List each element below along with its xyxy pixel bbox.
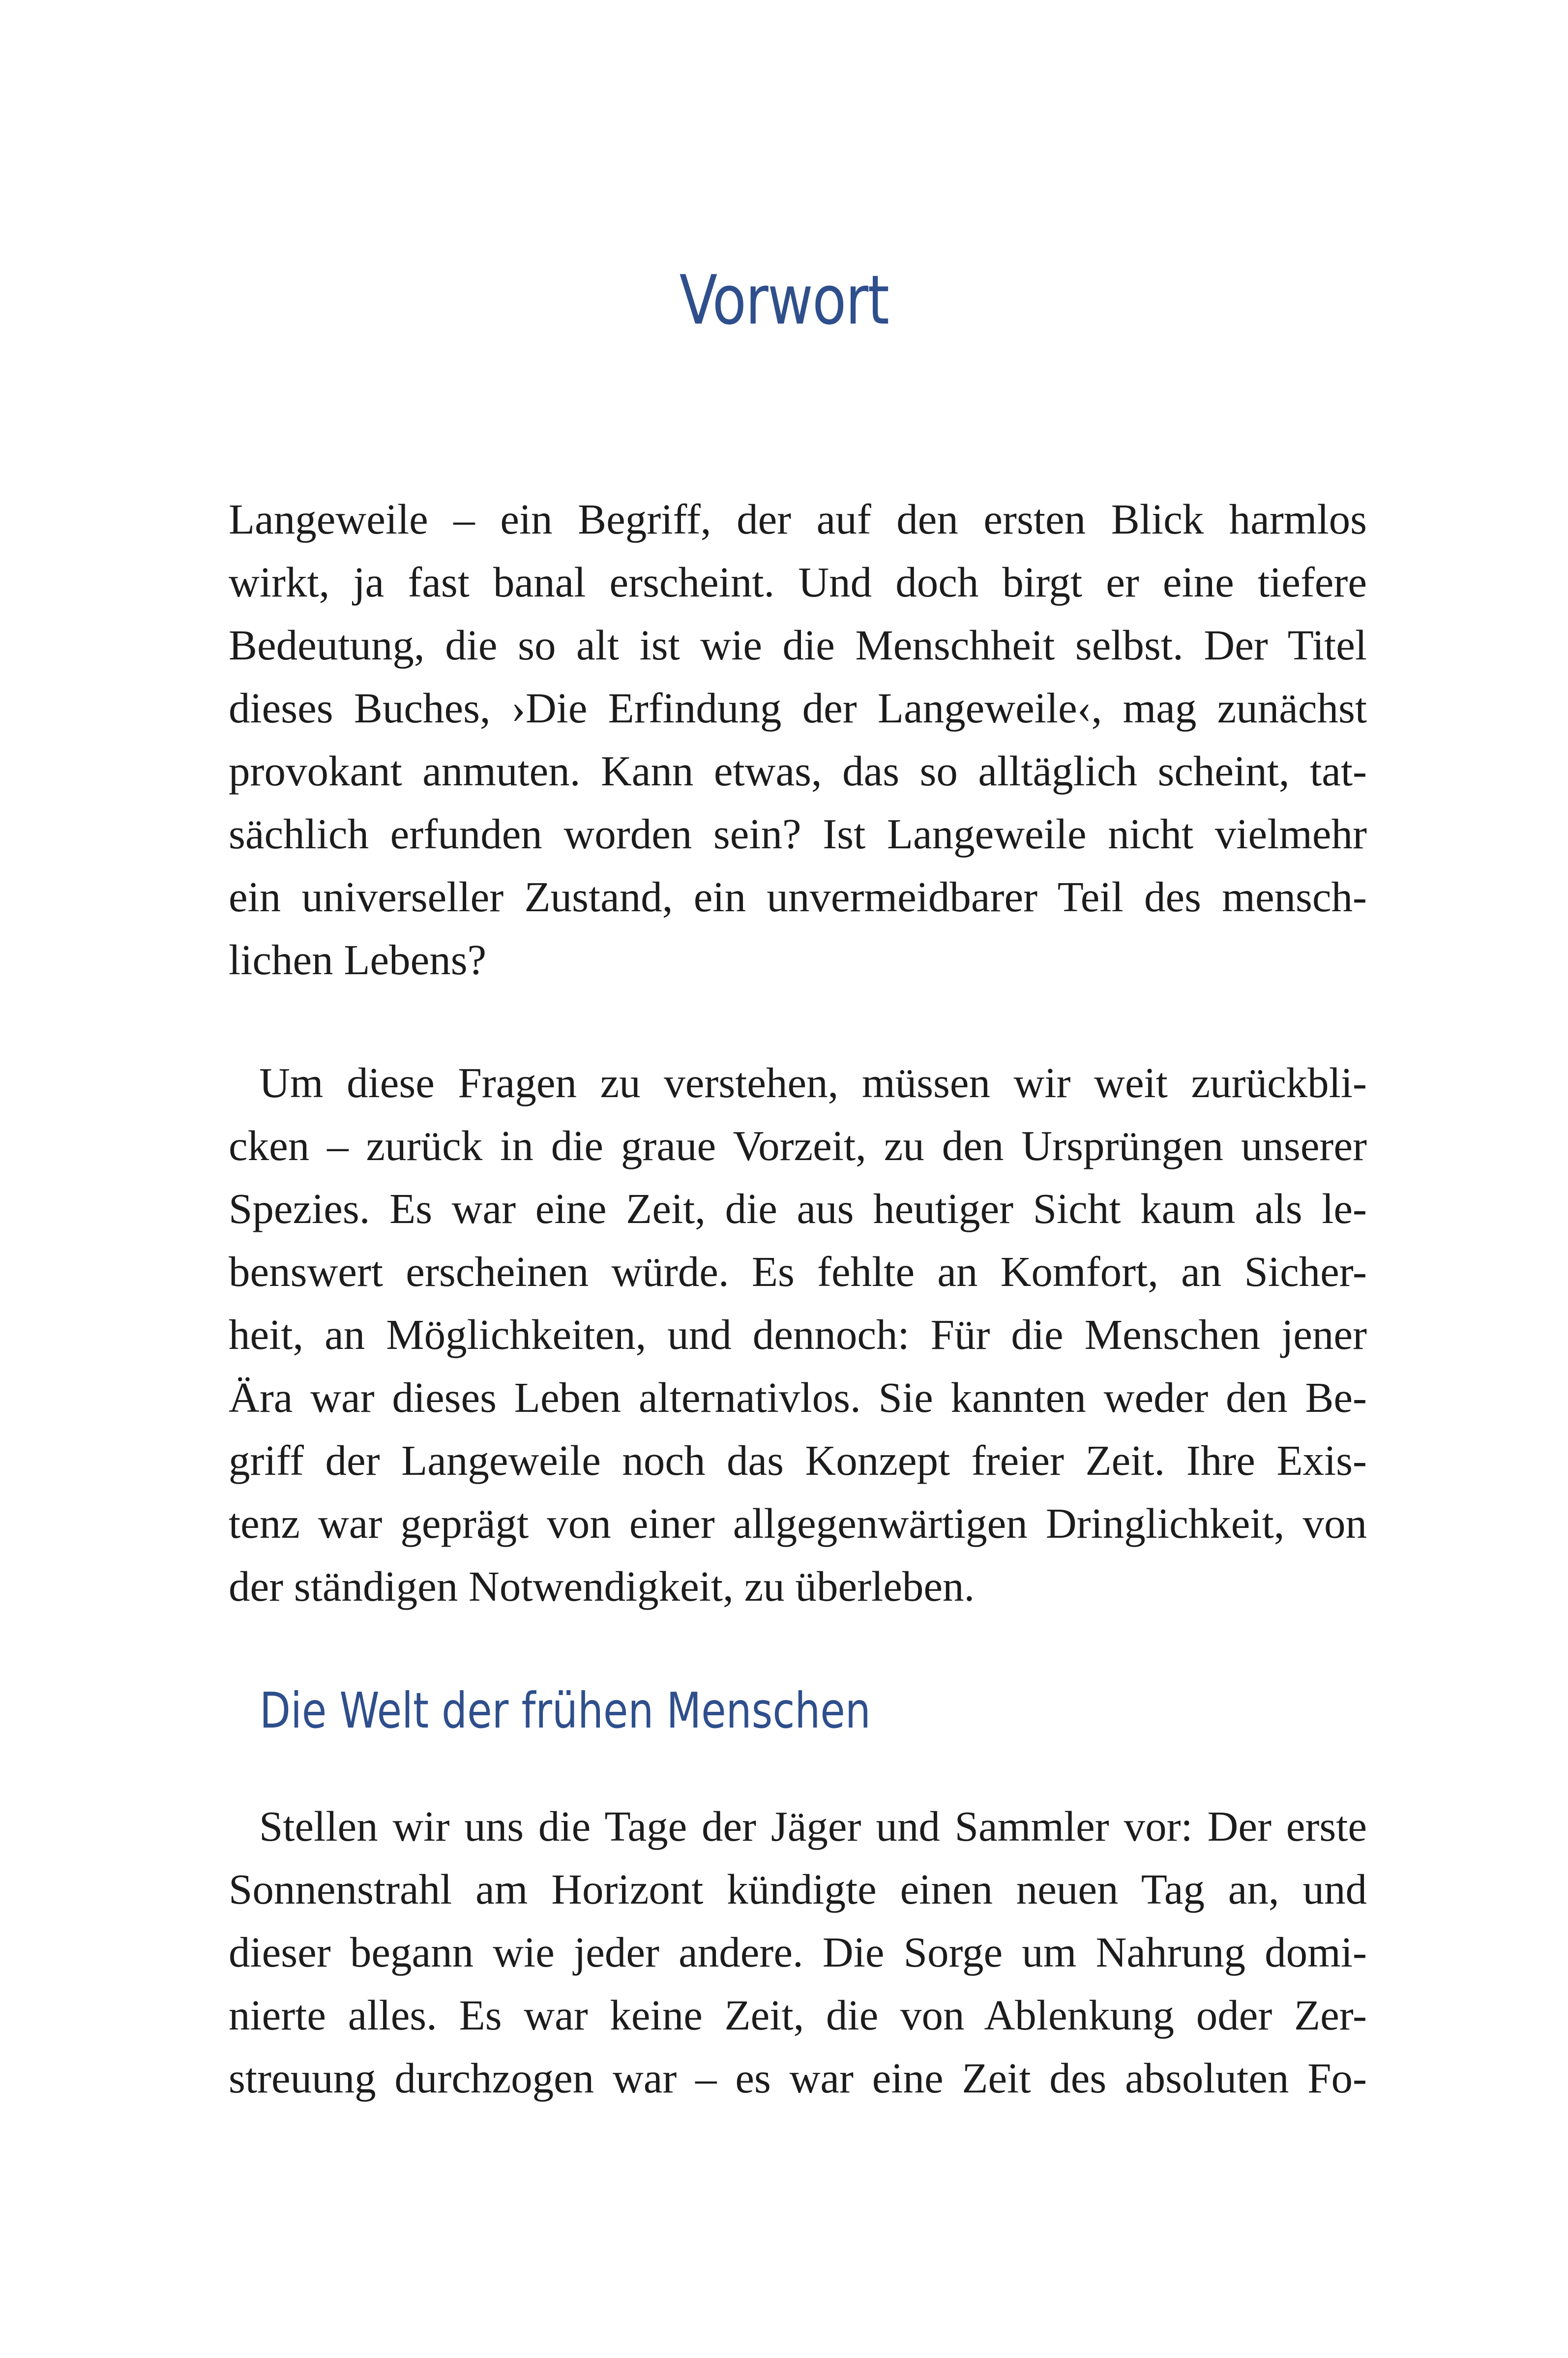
paragraph-line: streuung durchzogen war – es war eine Zeit des absoluten Fo-: [229, 2054, 1367, 2102]
paragraph-line: heit, an Möglichkeiten, und dennoch: Für die Menschen jener: [229, 1311, 1367, 1358]
paragraph-line: cken – zurück in die graue Vorzeit, zu den Ursprüngen unserer: [229, 1122, 1367, 1169]
paragraph-line: Stellen wir uns die Tage der Jäger und Sammler vor: Der erste: [259, 1802, 1367, 1850]
paragraph-line: griff der Langeweile noch das Konzept freier Zeit. Ihre Exis-: [229, 1436, 1367, 1484]
paragraph-line: provokant anmuten. Kann etwas, das so alltäglich scheint, tat-: [229, 747, 1367, 795]
paragraph-line: wirkt, ja fast banal erscheint. Und doch birgt er eine tiefere: [229, 558, 1367, 606]
paragraph-line: sächlich erfunden worden sein? Ist Langeweile nicht vielmehr: [229, 810, 1367, 858]
paragraph-line: lichen Lebens?: [229, 936, 487, 984]
paragraph-2: [229, 1051, 1367, 1618]
paragraph-line: Um diese Fragen zu verstehen, müssen wir weit zurückbli-: [259, 1059, 1367, 1106]
paragraph-line: tenz war geprägt von einer allgegenwärtigen Dringlichkeit, von: [229, 1499, 1367, 1547]
paragraph-line: Spezies. Es war eine Zeit, die aus heutiger Sicht kaum als le-: [229, 1185, 1367, 1232]
paragraph-line: Langeweile – ein Begriff, der auf den ersten Blick harmlos: [229, 495, 1367, 543]
paragraph-line: Sonnenstrahl am Horizont kündigte einen neuen Tag an, und: [229, 1865, 1367, 1913]
section-heading: Die Welt der frühen Menschen: [260, 1682, 871, 1739]
paragraph-1: [229, 488, 1367, 991]
paragraph-line: dieser begann wie jeder andere. Die Sorge um Nahrung domi-: [229, 1928, 1367, 1976]
paragraph-line: Ära war dieses Leben alternativlos. Sie kannten weder den Be-: [229, 1373, 1367, 1421]
paragraph-line: nierte alles. Es war keine Zeit, die von Ablenkung oder Zer-: [229, 1991, 1367, 2039]
paragraph-line: ein universeller Zustand, ein unvermeidbarer Teil des mensch-: [229, 873, 1367, 921]
paragraph-line: Bedeutung, die so alt ist wie die Menschheit selbst. Der Titel: [229, 621, 1367, 669]
paragraph-3: [229, 1795, 1367, 2110]
chapter-title: Vorwort: [679, 261, 889, 340]
paragraph-line: dieses Buches, ›Die Erfindung der Langeweile‹, mag zunächst: [229, 684, 1367, 732]
paragraph-line: der ständigen Notwendigkeit, zu überleben.: [229, 1562, 975, 1610]
paragraph-line: benswert erscheinen würde. Es fehlte an Komfort, an Sicher-: [229, 1248, 1367, 1295]
